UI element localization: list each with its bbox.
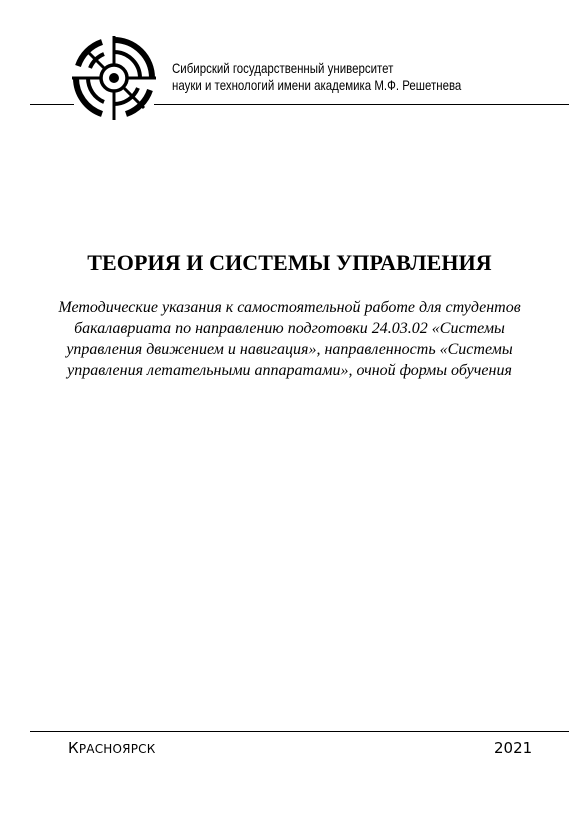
document-title: ТЕОРИЯ И СИСТЕМЫ УПРАВЛЕНИЯ <box>87 250 492 275</box>
header-rule-left <box>30 104 74 105</box>
university-name-line1: Сибирский государственный университет <box>172 60 394 76</box>
document-subtitle <box>0 297 579 381</box>
subtitle-line: управления летательными аппаратами», очной формы обучения <box>67 362 512 379</box>
header-rule-right <box>154 104 569 105</box>
subtitle-line: Методические указания к самостоятельной работе для студентов <box>58 299 521 316</box>
university-name-line2: науки и технологий имени академика М.Ф. Решетнева <box>172 77 462 93</box>
footer-rule <box>30 731 569 732</box>
university-name <box>172 60 461 94</box>
city-initial: К <box>68 739 79 757</box>
university-emblem-icon <box>72 36 156 120</box>
subtitle-line: управления движением и навигация», направленность «Системы <box>66 341 513 358</box>
subtitle-line: бакалавриата по направлению подготовки 24.03.02 «Системы <box>74 320 505 337</box>
publication-city <box>68 739 155 757</box>
city-rest: РАСНОЯРСК <box>78 742 156 756</box>
publication-year: 2021 <box>494 739 533 757</box>
